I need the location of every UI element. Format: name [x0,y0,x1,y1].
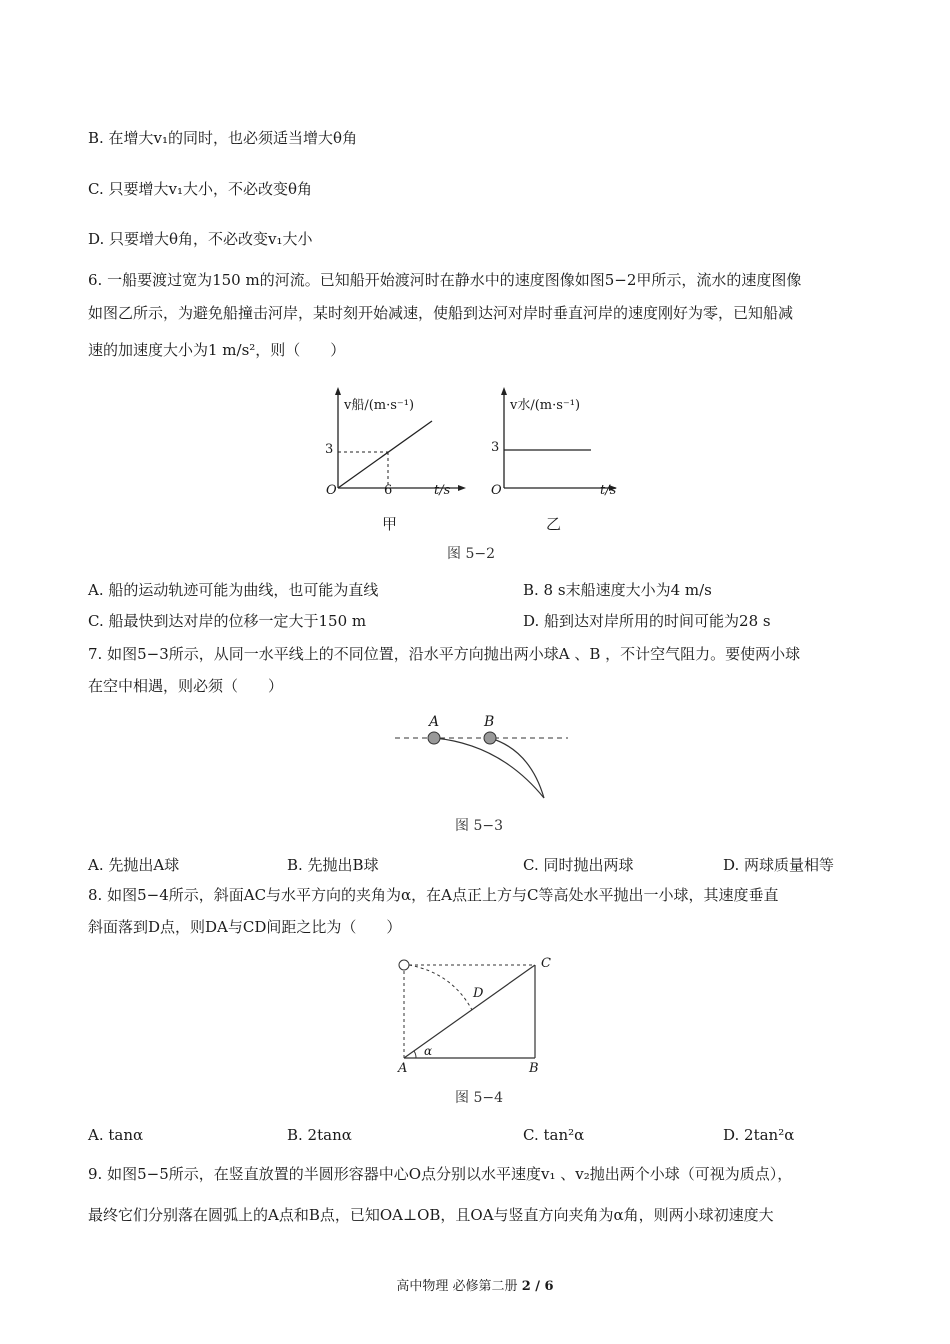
fig-right-caption: 乙 [546,515,562,533]
figure-5-3-caption: 图 5−3 [455,818,503,834]
q5-option-b: B. 在增大v₁的同时，也必须适当增大θ角 [88,129,358,147]
figure-5-4-caption: 图 5−4 [455,1090,503,1106]
q6-option-a: A. 船的运动轨迹可能为曲线，也可能为直线 [88,581,379,599]
q8-option-b: B. 2tanα [287,1126,352,1144]
fig-5-4-label-d: D [473,986,484,1001]
q7-option-b: B. 先抛出B球 [287,856,379,874]
fig-left-xlabel: t/s [434,483,451,498]
fig-5-4-label-alpha: α [424,1044,433,1058]
figure-5-3-diagram [390,710,575,805]
figure-5-2-caption: 图 5−2 [447,546,495,562]
q8-option-d: D. 2tan²α [723,1126,795,1144]
fig-5-4-label-a: A [398,1061,408,1076]
q6-text-line2: 如图乙所示，为避免船撞击河岸，某时刻开始减速，使船到达河对岸时垂直河岸的速度刚好为零，已知船减 [88,304,794,322]
q7-option-d: D. 两球质量相等 [723,856,835,874]
q8-text-line1: 8. 如图5−4所示，斜面AC与水平方向的夹角为α，在A点正上方与C等高处水平抛出一小球，其速度垂直 [88,886,779,904]
fig-right-origin: O [491,483,502,498]
figure-5-4-diagram [390,955,560,1065]
fig-right-xlabel: t/s [600,483,617,498]
fig-left-xtick: 6 [384,483,393,498]
q7-option-c: C. 同时抛出两球 [523,856,634,874]
q7-text-line2: 在空中相遇，则必须（ ） [88,677,284,695]
q9-text-line2: 最终它们分别落在圆弧上的A点和B点，已知OA⊥OB，且OA与竖直方向夹角为α角，则两小球初速度大 [88,1206,774,1224]
q5-option-c: C. 只要增大v₁大小，不必改变θ角 [88,180,312,198]
q5-option-d: D. 只要增大θ角，不必改变v₁大小 [88,230,313,248]
q7-option-a: A. 先抛出A球 [88,856,180,874]
q9-text-line1: 9. 如图5−5所示，在竖直放置的半圆形容器中心O点分别以水平速度v₁ 、v₂抛出两个小球（可视为质点）， [88,1165,793,1183]
fig-right-ylabel: v水/(m·s⁻¹) [510,398,581,413]
fig-left-ylabel: v船/(m·s⁻¹) [344,398,415,413]
q6-option-c: C. 船最快到达对岸的位移一定大于150 m [88,612,367,630]
footer-text: 高中物理 必修第二册 [396,1279,522,1294]
q6-option-b: B. 8 s末船速度大小为4 m/s [523,581,712,599]
fig-5-4-label-c: C [541,956,551,971]
q8-text-line2: 斜面落到D点，则DA与CD间距之比为（ ） [88,918,402,936]
q8-option-c: C. tan²α [523,1126,585,1144]
q8-option-a: A. tanα [88,1126,144,1144]
q7-text-line1: 7. 如图5−3所示，从同一水平线上的不同位置，沿水平方向抛出两小球A 、B ，不计空气阻力。要使两小球 [88,645,801,663]
fig-5-4-label-b: B [529,1061,539,1076]
page-footer [0,1275,950,1294]
q6-text-line3: 速的加速度大小为1 m/s²，则（ ） [88,341,346,359]
fig-5-3-label-b: B [484,714,495,730]
fig-left-ytick: 3 [325,442,334,457]
page-number: 2 / 6 [521,1279,554,1294]
q6-text-line1: 6. 一船要渡过宽为150 m的河流。已知船开始渡河时在静水中的速度图像如图5−2甲所示，流水的速度图像 [88,271,802,289]
fig-right-ytick: 3 [491,440,500,455]
fig-5-3-label-a: A [429,714,440,730]
fig-left-caption: 甲 [382,515,398,533]
q6-option-d: D. 船到达对岸所用的时间可能为28 s [523,612,771,630]
fig-left-origin: O [326,483,337,498]
